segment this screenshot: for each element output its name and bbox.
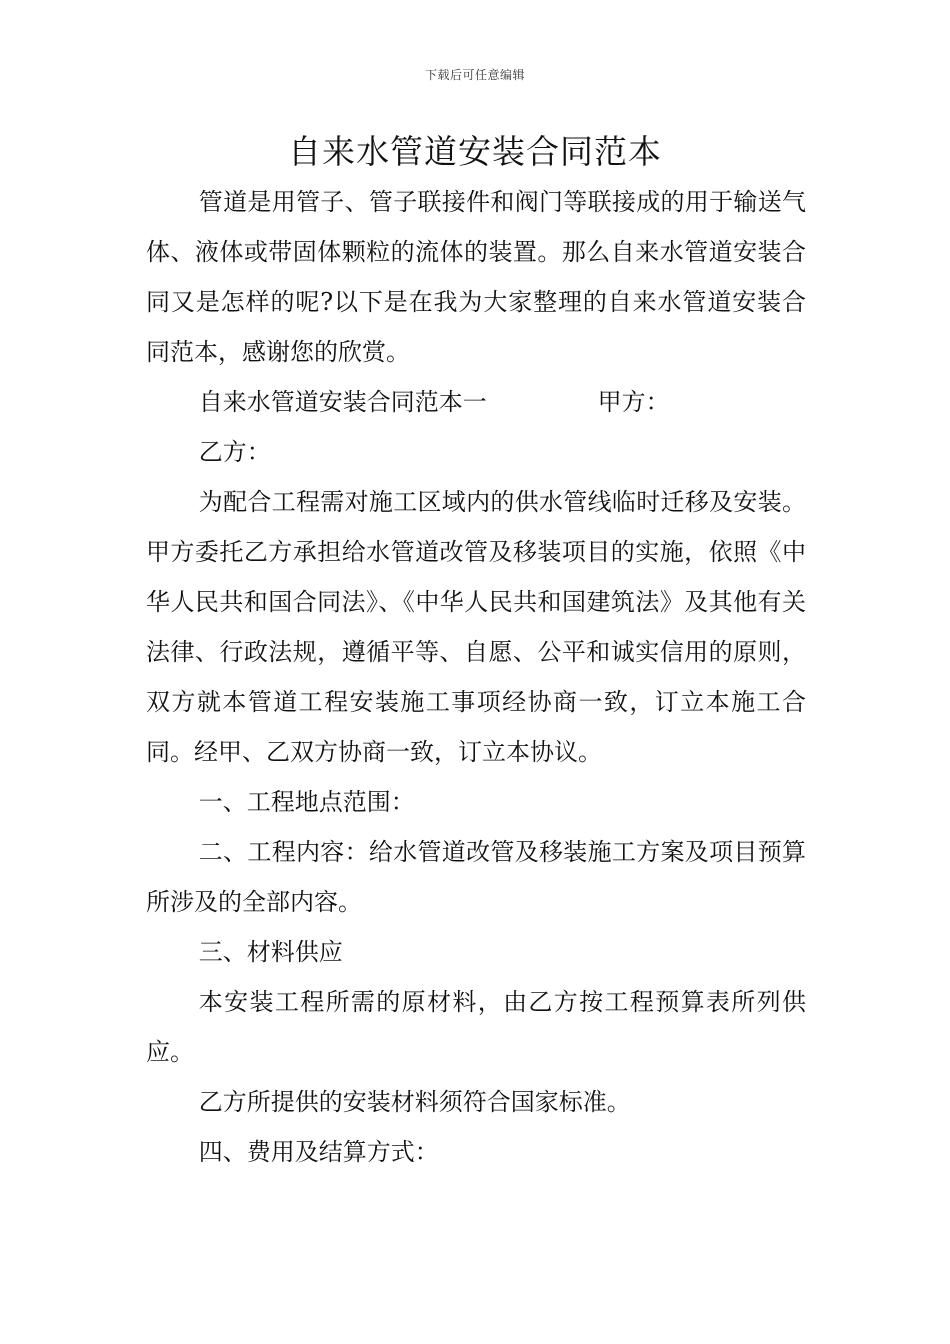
section-one-heading-line (146, 377, 806, 427)
clause-1-heading: 一、工程地点范围： (198, 788, 415, 816)
clause-2-paragraph: 二、工程内容：给水管道改管及移装施工方案及项目预算所涉及的全部内容。 (146, 838, 806, 916)
clause-3-heading: 三、材料供应 (198, 938, 343, 966)
party-b-label: 乙方： (198, 438, 271, 466)
header-note: 下载后可任意编辑 (424, 68, 525, 82)
document-body (146, 177, 806, 1177)
clause-4-heading: 四、费用及结算方式： (198, 1138, 439, 1166)
document-title: 自来水管道安装合同范本 (288, 132, 662, 171)
clause-3-paragraph-2: 乙方所提供的安装材料须符合国家标准。 (198, 1088, 631, 1116)
clause-3-paragraph-1: 本安装工程所需的原材料，由乙方按工程预算表所列供应。 (146, 988, 806, 1066)
party-a-label: 甲方： (597, 388, 670, 416)
preamble-paragraph: 为配合工程需对施工区域内的供水管线临时迁移及安装。甲方委托乙方承担给水管道改管及移装项目的实施，依照《中华人民共和国合同法》、《中华人民共和国建筑法》及其他有关法律、行政法规，遵循平等、自愿、公平和诚实信用的原则，双方就本管道工程安装施工事项经协商一致，订立本施工合同。经甲、乙双方协商一致，订立本协议。 (146, 488, 806, 766)
section-one-title: 自来水管道安装合同范本一 (198, 388, 487, 416)
intro-paragraph: 管道是用管子、管子联接件和阀门等联接成的用于输送气体、液体或带固体颗粒的流体的装置。那么自来水管道安装合同又是怎样的呢?以下是在我为大家整理的自来水管道安装合同范本，感谢您的欣赏。 (146, 188, 806, 366)
